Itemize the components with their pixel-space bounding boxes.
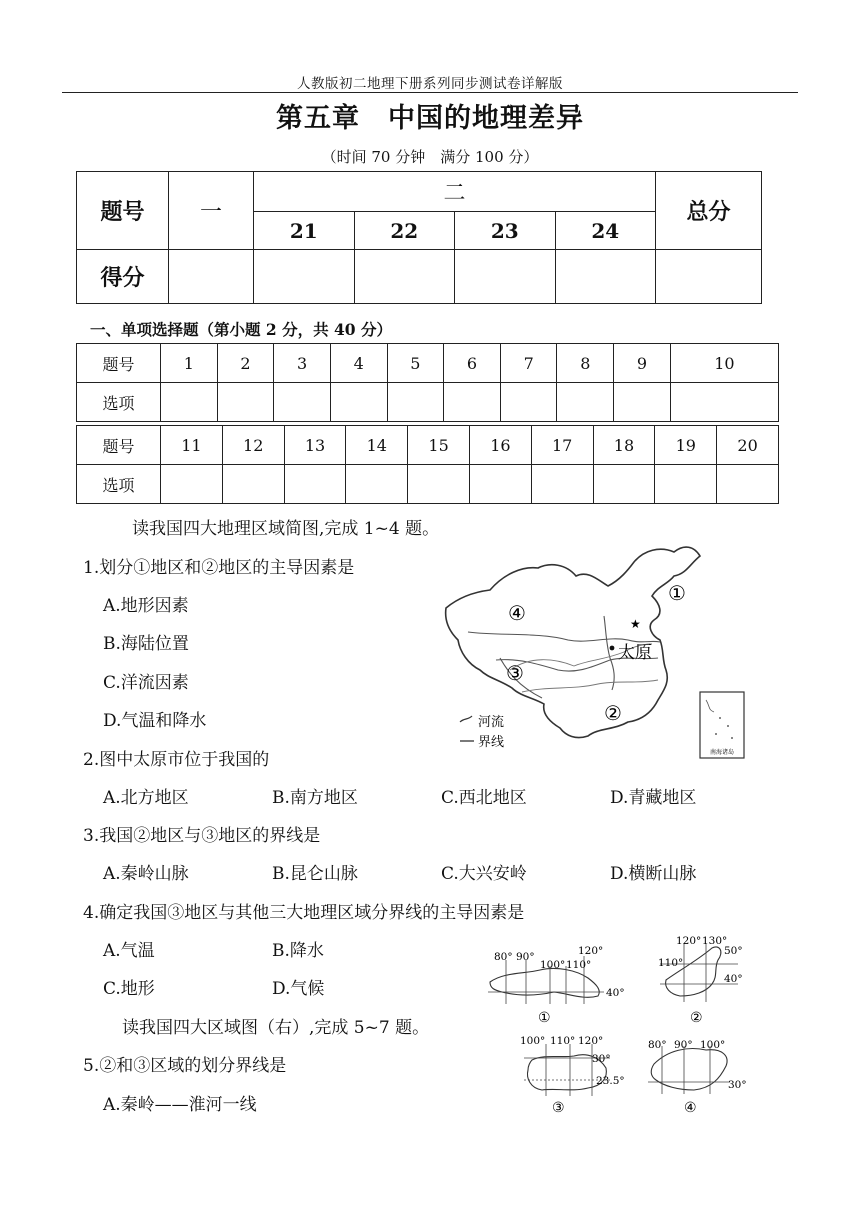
option[interactable]: B.昆仑山脉 bbox=[272, 864, 358, 884]
option[interactable]: D.横断山脉 bbox=[610, 864, 697, 884]
question-number: 12 bbox=[222, 426, 284, 465]
option[interactable]: B.海陆位置 bbox=[103, 634, 189, 654]
tick-label: 110° bbox=[658, 957, 684, 969]
question-number: 2 bbox=[217, 344, 274, 383]
tick-label: 100° bbox=[520, 1035, 546, 1047]
answer-cell[interactable] bbox=[500, 383, 557, 422]
answer-cell[interactable] bbox=[222, 465, 284, 504]
answer-cell[interactable] bbox=[614, 383, 671, 422]
tick-label: 23.5° bbox=[596, 1075, 625, 1087]
legend-river-label: 河流 bbox=[478, 715, 505, 730]
question-number: 7 bbox=[500, 344, 557, 383]
intro-text: 读我国四大区域图（右）,完成 5~7 题。 bbox=[122, 1018, 430, 1038]
answer-cell[interactable] bbox=[217, 383, 274, 422]
question-number: 11 bbox=[161, 426, 223, 465]
answer-cell[interactable] bbox=[531, 465, 593, 504]
capital-star-icon: ★ bbox=[630, 617, 641, 631]
option[interactable]: A.秦岭——淮河一线 bbox=[103, 1095, 257, 1115]
map-region-label: ④ bbox=[508, 601, 526, 625]
island-dot bbox=[731, 737, 733, 739]
header-rule bbox=[62, 92, 798, 93]
sketch-number-label: ③ bbox=[552, 1100, 565, 1116]
option[interactable]: A.气温 bbox=[103, 941, 155, 961]
tick-label: 120° bbox=[578, 945, 604, 957]
question-number: 19 bbox=[655, 426, 717, 465]
region-outline bbox=[651, 1049, 727, 1090]
grid-label: 题号 bbox=[77, 426, 161, 465]
score-table-sub-number: 21 bbox=[254, 212, 355, 250]
option[interactable]: A.秦岭山脉 bbox=[103, 864, 189, 884]
question-number: 18 bbox=[593, 426, 655, 465]
grid-label: 选项 bbox=[77, 383, 161, 422]
sketch-number-label: ① bbox=[538, 1010, 551, 1026]
answer-cell[interactable] bbox=[655, 465, 717, 504]
score-table-row-label: 得分 bbox=[77, 250, 169, 304]
grid-label: 题号 bbox=[77, 344, 161, 383]
score-table-sub-number: 22 bbox=[354, 212, 455, 250]
region-sketch-charts bbox=[484, 930, 764, 1118]
option[interactable]: A.北方地区 bbox=[103, 788, 189, 808]
tick-label: 120° bbox=[676, 935, 702, 947]
tick-label: 40° bbox=[606, 987, 625, 999]
tick-label: 100° bbox=[700, 1039, 726, 1051]
question-number: 9 bbox=[614, 344, 671, 383]
sketch-number-label: ④ bbox=[684, 1100, 697, 1116]
question-number: 10 bbox=[670, 344, 778, 383]
tick-label: 40° bbox=[724, 973, 743, 985]
option[interactable]: B.降水 bbox=[272, 941, 324, 961]
map-city-label: 太原 bbox=[618, 643, 652, 663]
option[interactable]: C.大兴安岭 bbox=[441, 864, 527, 884]
tick-label: 110° bbox=[566, 959, 592, 971]
region-sketch-1 bbox=[488, 945, 625, 1026]
question-number: 1 bbox=[161, 344, 218, 383]
intro-text: 读我国四大地理区域简图,完成 1~4 题。 bbox=[132, 519, 440, 539]
question-stem: 5.②和③区域的划分界线是 bbox=[83, 1056, 287, 1076]
question-number: 6 bbox=[444, 344, 501, 383]
tick-label: 90° bbox=[516, 951, 535, 963]
score-table bbox=[76, 171, 762, 304]
option[interactable]: D.气温和降水 bbox=[103, 711, 207, 731]
question-stem: 1.划分①地区和②地区的主导因素是 bbox=[83, 558, 355, 578]
answer-cell[interactable] bbox=[469, 465, 531, 504]
question-number: 8 bbox=[557, 344, 614, 383]
tick-label: 110° bbox=[550, 1035, 576, 1047]
option[interactable]: C.西北地区 bbox=[441, 788, 527, 808]
map-legend bbox=[460, 714, 504, 750]
score-table-total: 总分 bbox=[656, 172, 762, 250]
score-cell[interactable] bbox=[455, 250, 556, 304]
answer-cell[interactable] bbox=[557, 383, 614, 422]
answer-cell[interactable] bbox=[346, 465, 408, 504]
map-region-label: ② bbox=[604, 701, 622, 725]
score-table-part1: 一 bbox=[169, 172, 254, 250]
region-outline bbox=[666, 947, 721, 996]
question-stem: 3.我国②地区与③地区的界线是 bbox=[83, 826, 321, 846]
region-sketch-4 bbox=[648, 1039, 747, 1116]
island-dot bbox=[727, 725, 729, 727]
question-stem: 2.图中太原市位于我国的 bbox=[83, 750, 270, 770]
south-china-sea-inset bbox=[700, 692, 744, 758]
question-number: 15 bbox=[408, 426, 470, 465]
option[interactable]: A.地形因素 bbox=[103, 596, 189, 616]
option[interactable]: C.洋流因素 bbox=[103, 673, 189, 693]
china-region-map bbox=[438, 540, 778, 772]
question-number: 16 bbox=[469, 426, 531, 465]
tick-label: 100° bbox=[540, 959, 566, 971]
tick-label: 80° bbox=[494, 951, 513, 963]
question-stem: 4.确定我国③地区与其他三大地理区域分界线的主导因素是 bbox=[83, 903, 525, 923]
tick-label: 120° bbox=[578, 1035, 604, 1047]
grid-label: 选项 bbox=[77, 465, 161, 504]
city-marker bbox=[610, 646, 615, 651]
answer-cell[interactable] bbox=[274, 383, 331, 422]
option[interactable]: D.气候 bbox=[272, 979, 325, 999]
answer-cell[interactable] bbox=[330, 383, 387, 422]
score-cell[interactable] bbox=[555, 250, 656, 304]
score-table-col-label: 题号 bbox=[77, 172, 169, 250]
question-number: 3 bbox=[274, 344, 331, 383]
legend-boundary-label: 界线 bbox=[478, 735, 505, 750]
document-subtitle: （时间 70 分钟 满分 100 分） bbox=[321, 148, 539, 166]
answer-grid-1 bbox=[76, 343, 779, 422]
tick-label: 30° bbox=[592, 1053, 611, 1065]
region-sketch-3 bbox=[520, 1035, 625, 1116]
question-number: 14 bbox=[346, 426, 408, 465]
section-title: 一、单项选择题（第小题 2 分，共 40 分） bbox=[90, 320, 392, 339]
region-sketch-2 bbox=[658, 935, 743, 1026]
answer-cell[interactable] bbox=[161, 383, 218, 422]
answer-cell[interactable] bbox=[161, 465, 223, 504]
country-outline bbox=[446, 547, 700, 738]
answer-cell[interactable] bbox=[408, 465, 470, 504]
tick-label: 50° bbox=[724, 945, 743, 957]
tick-label: 130° bbox=[702, 935, 728, 947]
option[interactable]: D.青藏地区 bbox=[610, 788, 697, 808]
map-region-label: ① bbox=[668, 581, 686, 605]
question-number: 5 bbox=[387, 344, 444, 383]
question-number: 17 bbox=[531, 426, 593, 465]
answer-cell[interactable] bbox=[670, 383, 778, 422]
answer-cell[interactable] bbox=[593, 465, 655, 504]
question-number: 13 bbox=[284, 426, 346, 465]
option[interactable]: B.南方地区 bbox=[272, 788, 358, 808]
score-table-sub-number: 24 bbox=[555, 212, 656, 250]
score-cell[interactable] bbox=[656, 250, 762, 304]
sketch-number-label: ② bbox=[690, 1010, 703, 1026]
inset-label: 南海诸岛 bbox=[709, 749, 735, 756]
question-number: 20 bbox=[717, 426, 779, 465]
map-region-label: ③ bbox=[506, 661, 524, 685]
island-dot bbox=[715, 733, 717, 735]
answer-cell[interactable] bbox=[444, 383, 501, 422]
document-title: 第五章 中国的地理差异 bbox=[276, 103, 584, 134]
answer-grid-2 bbox=[76, 425, 779, 504]
score-table-part2: 二 bbox=[254, 172, 656, 212]
running-header: 人教版初二地理下册系列同步测试卷详解版 bbox=[297, 76, 563, 92]
answer-cell[interactable] bbox=[387, 383, 444, 422]
answer-cell[interactable] bbox=[284, 465, 346, 504]
tick-label: 80° bbox=[648, 1039, 667, 1051]
score-cell[interactable] bbox=[169, 250, 254, 304]
river-legend-icon bbox=[460, 716, 472, 722]
score-cell[interactable] bbox=[254, 250, 355, 304]
option[interactable]: C.地形 bbox=[103, 979, 155, 999]
island-dot bbox=[719, 717, 721, 719]
tick-label: 90° bbox=[674, 1039, 693, 1051]
score-cell[interactable] bbox=[354, 250, 455, 304]
tick-label: 30° bbox=[728, 1079, 747, 1091]
question-number: 4 bbox=[330, 344, 387, 383]
answer-cell[interactable] bbox=[717, 465, 779, 504]
score-table-sub-number: 23 bbox=[455, 212, 556, 250]
